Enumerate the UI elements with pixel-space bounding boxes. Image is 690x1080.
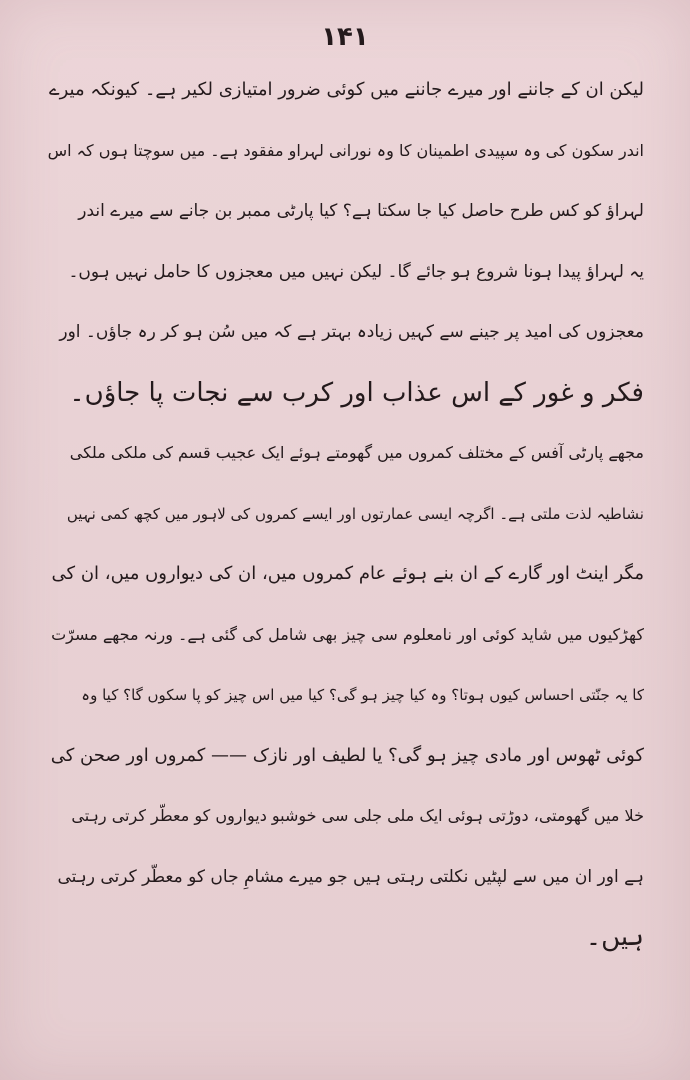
- text-line: کوئی ٹھوس اور مادی چیز ہو گی؟ یا لطیف اور نازک —— کمروں اور صحن کی: [50, 744, 644, 766]
- text-line: ہیں۔: [585, 922, 644, 952]
- text-line: فکر و غور کے اس عذاب اور کرب سے نجات پا جاؤں۔: [69, 377, 644, 408]
- text-line: خلا میں گھومتی، دوڑتی ہوئی ایک ملی جلی سی خوشبو دیواروں کو معطّر کرتی رہتی: [71, 806, 644, 825]
- paragraph-start-line: مجھے پارٹی آفس کے مختلف کمروں میں گھومتے ہوئے ایک عجیب قسم کی ملکی ملکی: [69, 443, 644, 462]
- text-line: ہے اور ان میں سے لپٹیں نکلتی رہتی ہیں جو میرے مشامِ جاں کو معطّر کرتی رہتی: [57, 866, 644, 887]
- text-line: لہراؤ کو کس طرح حاصل کیا جا سکتا ہے؟ کیا پارٹی ممبر بن جانے سے میرے اندر: [78, 201, 644, 221]
- text-line: اندر سکون کی وہ سپیدی اطمینان کا وہ نورانی لہراو مفقود ہے۔ میں سوچتا ہوں کہ اس: [48, 140, 644, 160]
- text-line: نشاطیہ لذت ملتی ہے۔ اگرچہ ایسی عمارتوں اور ایسے کمروں کی لاہور میں کچھ کمی نہیں: [66, 504, 644, 523]
- text-line: معجزوں کی امید پر جینے سے کہیں زیادہ بہتر ہے کہ میں سُن ہو کر رہ جاؤں۔ اور: [59, 322, 644, 342]
- body-text: [48, 60, 644, 968]
- page-number: ۱۴۱: [321, 22, 369, 52]
- text-line: لیکن ان کے جاننے اور میرے جاننے میں کوئی ضرور امتیازی لکیر ہے۔ کیونکہ میرے: [49, 79, 644, 100]
- text-line: یہ لہراؤ پیدا ہونا شروع ہو جائے گا۔ لیکن نہیں میں معجزوں کا حامل نہیں ہوں۔: [68, 261, 644, 282]
- text-line: مگر اینٹ اور گارے کے ان بنے ہوئے عام کمروں میں، ان کی دیواروں میں، ان کی: [51, 563, 644, 584]
- text-line: کھڑکیوں میں شاید کوئی اور نامعلوم سی چیز بھی شامل کی گئی ہے۔ ورنہ مجھے مسرّت: [51, 624, 644, 644]
- text-line: کا یہ جنّتی احساس کیوں ہوتا؟ وہ کیا چیز ہو گی؟ کیا میں اس چیز کو پا سکوں گا؟ کیا وہ: [81, 686, 644, 704]
